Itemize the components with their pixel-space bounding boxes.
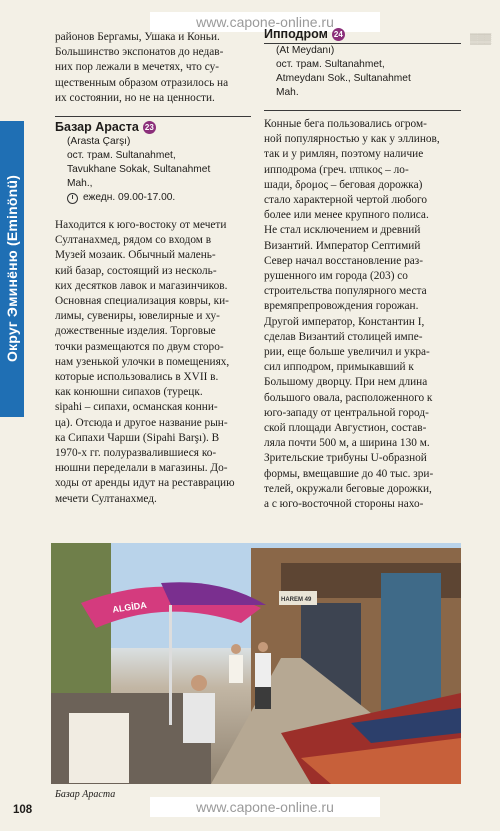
district-side-tab-label: Округ Эминёню (Eminönü) (4, 175, 20, 363)
hippodrome-title: Ипподром (264, 27, 328, 41)
hippodrome-info-line: Mah. (276, 87, 299, 98)
hippodrome-info (264, 44, 461, 100)
text-line: ка Сипахи Чарши (Sipahi Barşı). В (55, 431, 220, 444)
text-line: Не стал исключением и древний (264, 224, 421, 237)
text-line: Музей мозаик. Обычный малень- (55, 249, 216, 262)
arasta-title: Базар Араста (55, 120, 139, 135)
section-divider (264, 110, 461, 111)
hippodrome-number-badge: 24 (332, 28, 345, 41)
right-column (264, 26, 461, 512)
section-divider (55, 116, 251, 117)
text-line: кий базар, состоящий из несколь- (55, 264, 217, 277)
text-line: sipahi – сипахи, османская конни- (55, 401, 218, 414)
page-number: 108 (13, 804, 33, 816)
text-line: ипподрома (греч. ιππικος – ло- (264, 163, 409, 176)
text-line: лимы, сувениры, ювелирные и ху- (55, 310, 220, 323)
text-line: ца). Отсюда и другое название рын- (55, 416, 228, 429)
arasta-bazaar-photo (51, 543, 461, 784)
arasta-info-line: Mah., (67, 178, 93, 190)
arasta-info-line: Tavukhane Sokak, Sultanahmet (67, 164, 211, 176)
text-line: как конюшни сипахов (турецк. (55, 386, 203, 399)
text-line: телей, окружали беговые дорожки, (264, 482, 432, 495)
text-line: рушенного им города (203) со (264, 270, 408, 283)
text-line: шади, δρομος – беговая дорожка) (264, 178, 423, 191)
text-line: ходы от аренды идут на реставрацию (55, 477, 235, 490)
text-line: времяпрепровождения горожан. (264, 300, 419, 313)
text-line: щественным образом отразилось на (55, 76, 229, 89)
text-line: 1970-х гг. полуразвалившиеся ко- (55, 447, 217, 460)
text-line: ской площади Августион, состав- (264, 422, 427, 435)
arasta-hours (67, 191, 251, 205)
hippodrome-heading (264, 26, 461, 42)
text-line: Находится к юго-востоку от мечети (55, 219, 227, 232)
bazaar-street-illustration (51, 543, 461, 784)
text-line: Большинство экспонатов до недав- (55, 46, 224, 59)
text-line: мечети Султанахмед. (55, 492, 157, 505)
watermark-top: www.capone-online.ru (150, 12, 380, 32)
text-line: Византий. Император Септимий (264, 239, 421, 252)
text-line: точки размещаются по двум сторо- (55, 340, 224, 353)
text-line: строительства популярного места (264, 285, 427, 298)
text-line: нюшни переделали в магазины. До- (55, 462, 228, 475)
text-line: которые использовались в XVII в. (55, 371, 219, 384)
text-line: сделав Византий столицей импе- (264, 330, 423, 343)
arasta-heading (55, 119, 251, 135)
arasta-info (55, 135, 251, 205)
photo-caption: Базар Араста (55, 789, 116, 800)
text-line: более или менее крупного полиса. (264, 209, 429, 222)
text-line: ной популярностью у как у эллинов, (264, 133, 440, 146)
text-line: Зрительские трибуны U-образной (264, 452, 427, 465)
text-line: ляла почти 500 м, а ширина 130 м. (264, 437, 430, 450)
arasta-description (55, 218, 251, 507)
text-line: Султанахмед, рядом со входом в (55, 234, 212, 247)
hippodrome-description (264, 117, 461, 512)
text-line: их состоянии, но не на ценности. (55, 91, 215, 104)
hippodrome-info-line: ост. трам. Sultanahmet, (276, 59, 385, 70)
district-side-tab (0, 121, 24, 417)
text-line: а с юго-восточной стороны нахо- (264, 498, 424, 511)
text-line: Конные бега пользовались огром- (264, 118, 427, 130)
text-line: Большому дворцу. При нем длина (264, 376, 428, 389)
text-line: так и у римлян, поэтому наличие (264, 148, 424, 161)
arasta-number-badge: 23 (143, 121, 156, 134)
next-page-bleed: ▒▒▒ (470, 34, 492, 45)
text-line: них пор лежали в мечетях, что су- (55, 61, 220, 74)
text-line: районов Бергамы, Ушака и Коньи. (55, 31, 220, 43)
left-intro-paragraph (55, 30, 251, 106)
text-line: Север начал восстановление раз- (264, 254, 423, 267)
text-line: рии, еще больше увеличил и укра- (264, 346, 430, 359)
umbrella-brand: ALGİDA (111, 599, 148, 615)
text-line: юго-западу от центральной город- (264, 406, 429, 419)
hippodrome-info-line: Atmeydanı Sok., Sultanahmet (276, 73, 411, 84)
text-line: стало характерной чертой любого (264, 194, 427, 207)
text-line: ких десятков лавок и магазинчиков. (55, 279, 228, 292)
text-line: нам узенькой улочки в помещениях, (55, 355, 230, 368)
text-line: дожественные изделия. Торговые (55, 325, 216, 338)
left-column (55, 30, 251, 507)
clock-icon (67, 193, 78, 204)
arasta-info-line: ост. трам. Sultanahmet, (67, 150, 176, 162)
text-line: Другой император, Константин I, (264, 315, 425, 328)
text-line: сил ипподром, примыкавший к (264, 361, 414, 374)
text-line: Основная специализация ковры, ки- (55, 295, 229, 308)
shop-sign: HAREM 49 (281, 597, 312, 603)
watermark-bottom: www.capone-online.ru (150, 797, 380, 817)
text-line: большого овала, расположенного к (264, 391, 433, 404)
text-line: формы, вмещавшие до 40 тыс. зри- (264, 467, 434, 480)
hippodrome-info-line: (At Meydanı) (276, 45, 335, 56)
arasta-info-line: (Arasta Çarşı) (67, 136, 131, 148)
arasta-hours-text: ежедн. 09.00-17.00. (83, 192, 176, 204)
